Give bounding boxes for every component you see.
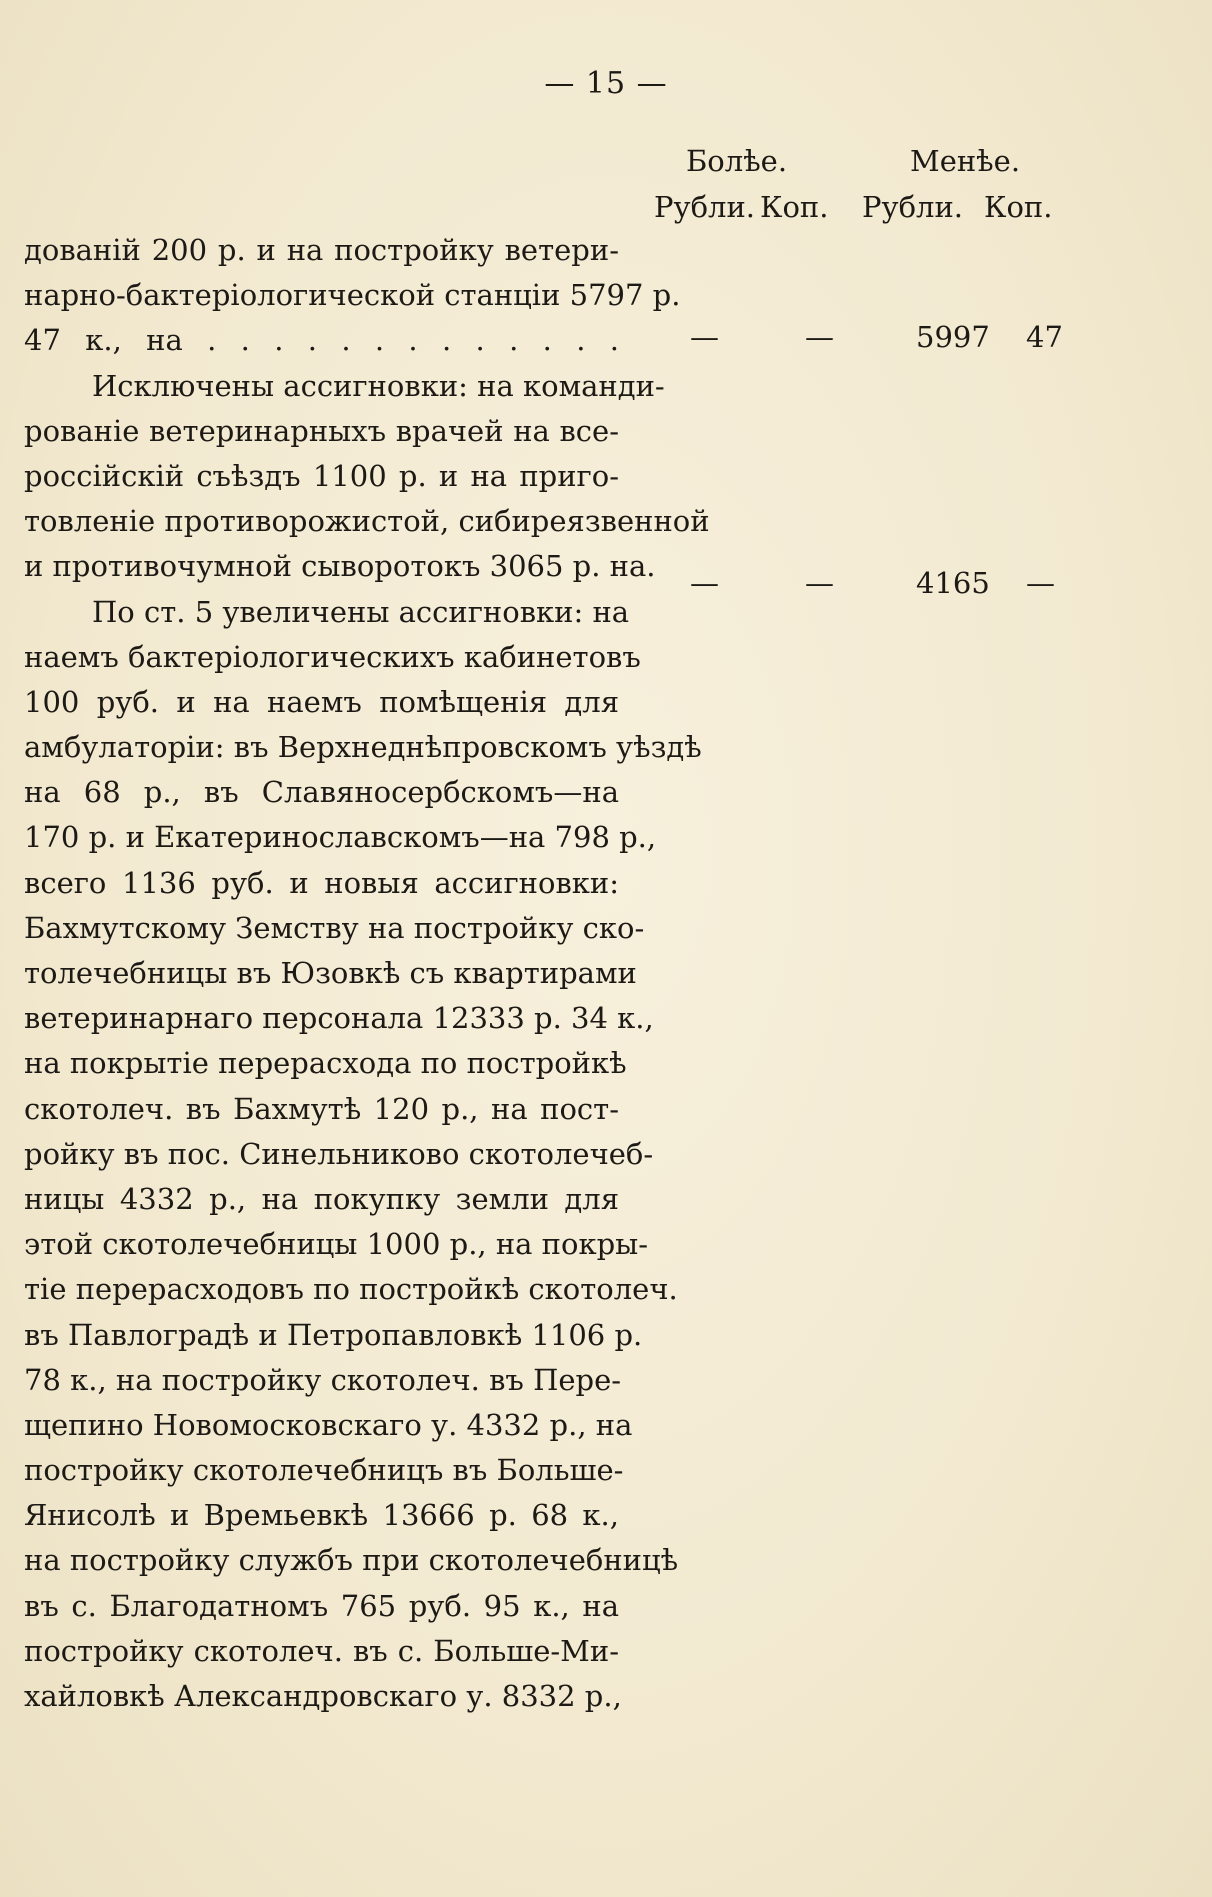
amount-bolee-rubli: —	[690, 566, 719, 600]
text-line: на 68 р., въ Славяносербскомъ—на	[24, 775, 619, 810]
amount-row	[660, 566, 1090, 611]
text-line: толечебницы въ Юзовкѣ съ квартирами	[24, 956, 637, 990]
amount-menee-kop: —	[1026, 566, 1055, 600]
text-line: нарно-бактеріологической станціи 5797 р.	[24, 278, 681, 313]
amount-menee-kop: 47	[1026, 320, 1063, 354]
text-line: ройку въ пос. Синельниково скотолечеб-	[24, 1136, 654, 1171]
text-line: постройку скотолеч. въ с. Больше-Ми-	[24, 1633, 619, 1668]
text-line: постройку скотолечебницъ въ Больше-	[24, 1453, 624, 1488]
text-line: По ст. 5 увеличены ассигновки: на	[92, 594, 630, 629]
text-line: рованіе ветеринарныхъ врачей на все-	[24, 413, 619, 448]
body-text	[24, 228, 710, 1719]
text-line: ницы 4332 р., на покупку земли для	[24, 1181, 619, 1216]
text-line: дованій 200 р. и на постройку ветери-	[24, 233, 619, 267]
text-line: наемъ бактеріологическихъ кабинетовъ	[24, 639, 641, 674]
text-line: и противочумной сыворотокъ 3065 р. на.	[24, 549, 656, 584]
text-line: тіе перерасходовъ по постройкѣ скотолеч.	[24, 1272, 678, 1307]
text-line: 100 руб. и на наемъ помѣщенія для	[24, 684, 619, 719]
text-line: 47 к., на . . . . . . . . . . . . .	[24, 323, 619, 358]
text-line: въ Павлоградѣ и Петропавловкѣ 1106 р.	[24, 1317, 643, 1352]
text-line: 170 р. и Екатеринославскомъ—на 798 р.,	[24, 820, 657, 855]
text-line: россійскій съѣздъ 1100 р. и на приго-	[24, 458, 619, 493]
text-line: всего 1136 руб. и новыя ассигновки:	[24, 865, 619, 900]
text-line: на покрытіе перерасхода по постройкѣ	[24, 1046, 627, 1081]
amount-bolee-kop: —	[805, 566, 834, 600]
header-menee: Менѣе.	[910, 144, 1021, 178]
header-rubli-menee: Рубли.	[862, 190, 964, 224]
amount-menee-rubli: 5997	[916, 320, 990, 354]
page-number: — 15 —	[544, 66, 668, 101]
header-kop-menee: Коп.	[984, 190, 1053, 224]
amount-row	[660, 320, 1090, 365]
header-kop-bolee: Коп.	[760, 190, 829, 224]
amount-bolee-rubli: —	[690, 320, 719, 354]
amount-bolee-kop: —	[805, 320, 834, 354]
text-line: ветеринарнаго персонала 12333 р. 34 к.,	[24, 1001, 654, 1036]
text-line: Бахмутскому Земству на постройку ско-	[24, 910, 645, 945]
text-line: товленіе противорожистой, сибиреязвенной	[24, 504, 710, 539]
text-line: на постройку службъ при скотолечебницѣ	[24, 1543, 679, 1578]
text-line: Исключены ассигновки: на команди-	[92, 368, 665, 403]
text-line: 78 к., на постройку скотолеч. въ Пере-	[24, 1362, 622, 1397]
text-line: амбулаторіи: въ Верхнеднѣпровскомъ уѣздѣ	[24, 730, 702, 765]
header-bolee: Болѣе.	[686, 144, 788, 178]
header-rubli-bolee: Рубли.	[654, 190, 756, 224]
text-line: этой скотолечебницы 1000 р., на покры-	[24, 1227, 649, 1262]
text-line: Янисолѣ и Времьевкѣ 13666 р. 68 к.,	[24, 1498, 619, 1533]
text-line: хайловкѣ Александровскаго у. 8332 р.,	[24, 1679, 622, 1713]
amount-menee-rubli: 4165	[916, 566, 990, 600]
text-line: скотолеч. въ Бахмутѣ 120 р., на пост-	[24, 1091, 619, 1126]
text-line: въ с. Благодатномъ 765 руб. 95 к., на	[24, 1588, 619, 1623]
text-line: щепино Новомосковскаго у. 4332 р., на	[24, 1407, 633, 1442]
